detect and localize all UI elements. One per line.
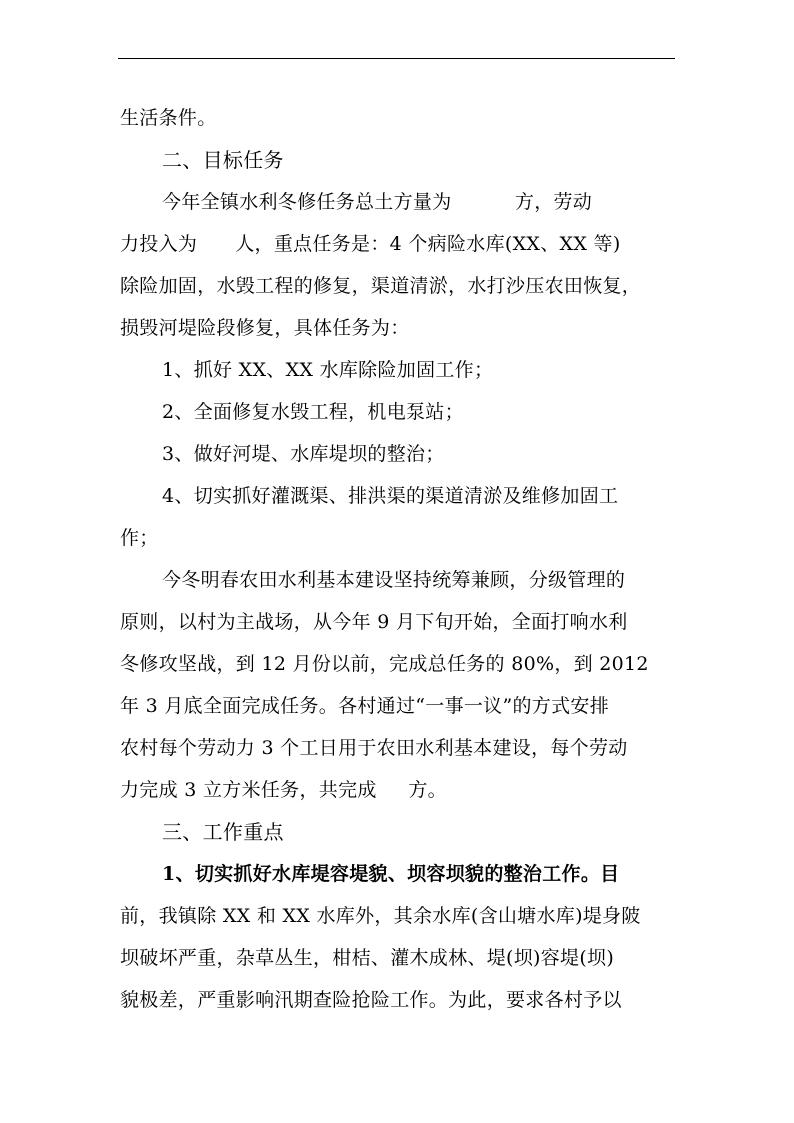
paragraph-line: 坝破坏严重，杂草丛生，柑桔、灌木成林、堤(坝)容堤(坝)	[120, 947, 615, 969]
paragraph-line: 年 3 月底全面完成任务。各村通过“一事一议”的方式安排	[120, 695, 609, 717]
paragraph-line: 农村每个劳动力 3 个工日用于农田水利基本建设，每个劳动	[120, 737, 628, 759]
paragraph-line: 力完成 3 立方米任务，共完成 方。	[120, 779, 447, 801]
paragraph-line: 损毁河堤险段修复，具体任务为：	[120, 317, 410, 339]
header-rule	[118, 58, 675, 59]
paragraph-line: 貌极差，严重影响汛期查险抢险工作。为此，要求各村予以	[120, 989, 622, 1011]
paragraph-line: 力投入为 人，重点任务是：4 个病险水库(XX、XX 等)	[120, 233, 621, 255]
paragraph-line: 原则，以村为主战场，从今年 9 月下旬开始，全面打响水利	[120, 611, 628, 633]
paragraph-line: 今冬明春农田水利基本建设坚持统筹兼顾，分级管理的	[162, 569, 626, 591]
bold-lead-sentence: 1、切实抓好水库堤容堤貌、坝容坝貌的整治工作。目	[162, 863, 620, 885]
list-item: 4、切实抓好灌溉渠、排洪渠的渠道清淤及维修加固工	[162, 485, 619, 507]
list-item: 3、做好河堤、水库堤坝的整治；	[162, 443, 445, 465]
paragraph-line: 除险加固，水毁工程的修复，渠道清淤，水打沙压农田恢复，	[120, 275, 642, 297]
list-item: 1、抓好 XX、XX 水库除险加固工作；	[162, 359, 494, 381]
paragraph-line: 冬修攻坚战，到 12 月份以前，完成总任务的 80%，到 2012	[120, 653, 649, 675]
paragraph-continuation-line: 生活条件。	[120, 107, 217, 129]
paragraph-line: 前，我镇除 XX 和 XX 水库外，其余水库(含山塘水库)堤身陂	[120, 905, 641, 927]
section-heading-work-focus: 三、工作重点	[162, 820, 284, 844]
section-heading-targets: 二、目标任务	[162, 148, 284, 172]
paragraph-line: 今年全镇水利冬修任务总土方量为 方，劳动	[162, 191, 593, 213]
list-item: 2、全面修复水毁工程，机电泵站；	[162, 401, 464, 423]
list-item-continuation: 作；	[120, 527, 159, 549]
